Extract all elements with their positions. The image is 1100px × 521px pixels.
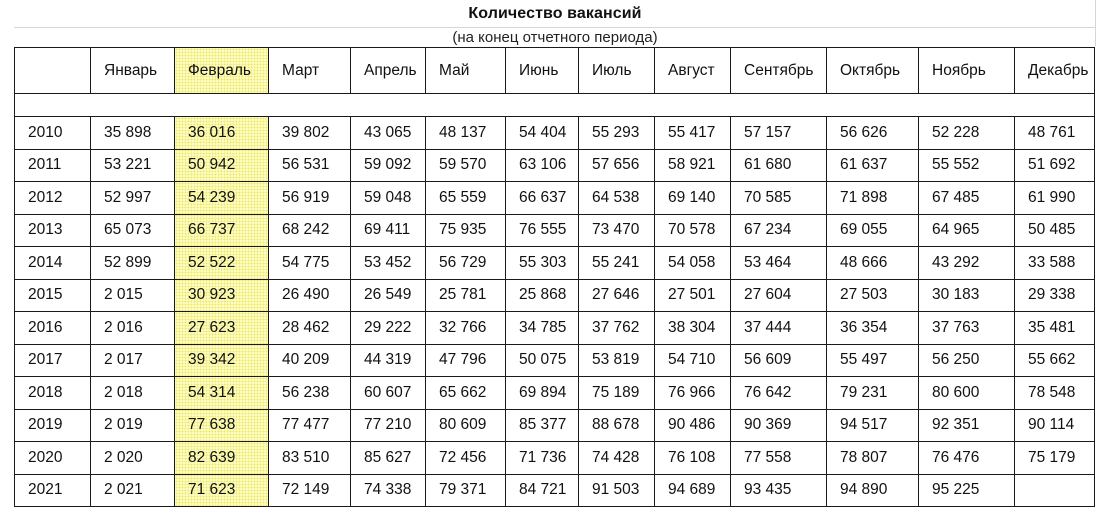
value-cell: 95 225: [919, 474, 1015, 507]
value-cell: 48 761: [1015, 117, 1095, 150]
month-header-cell: Август: [655, 48, 731, 94]
month-header-cell: Март: [269, 48, 351, 94]
value-cell: 71 736: [506, 442, 579, 475]
value-cell: 54 239: [175, 182, 269, 215]
value-cell: 37 762: [579, 312, 655, 345]
value-cell: 59 048: [351, 182, 426, 215]
table-body: [15, 94, 1095, 507]
value-cell: 85 627: [351, 442, 426, 475]
year-cell: 2012: [15, 182, 91, 215]
month-header-cell: Октябрь: [827, 48, 919, 94]
value-cell: 94 517: [827, 409, 919, 442]
value-cell: 74 428: [579, 442, 655, 475]
value-cell: 66 637: [506, 182, 579, 215]
value-cell: 55 497: [827, 344, 919, 377]
value-cell: 35 481: [1015, 312, 1095, 345]
value-cell: 29 222: [351, 312, 426, 345]
value-cell: 50 485: [1015, 214, 1095, 247]
value-cell: 52 997: [91, 182, 175, 215]
year-cell: 2013: [15, 214, 91, 247]
value-cell: 36 016: [175, 117, 269, 150]
value-cell: 32 766: [426, 312, 506, 345]
value-cell: 26 490: [269, 279, 351, 312]
value-cell: 85 377: [506, 409, 579, 442]
value-cell: 91 503: [579, 474, 655, 507]
value-cell: 76 476: [919, 442, 1015, 475]
year-cell: 2011: [15, 149, 91, 182]
value-cell: 43 292: [919, 247, 1015, 280]
value-cell: 65 559: [426, 182, 506, 215]
value-cell: 72 456: [426, 442, 506, 475]
value-cell: 39 342: [175, 344, 269, 377]
value-cell: 67 234: [731, 214, 827, 247]
value-cell: 76 555: [506, 214, 579, 247]
value-cell: 56 919: [269, 182, 351, 215]
value-cell: 77 558: [731, 442, 827, 475]
value-cell: 93 435: [731, 474, 827, 507]
value-cell: 27 503: [827, 279, 919, 312]
value-cell: 50 075: [506, 344, 579, 377]
value-cell: 71 623: [175, 474, 269, 507]
grid-line: [1095, 0, 1096, 46]
value-cell: 37 763: [919, 312, 1015, 345]
value-cell: 69 894: [506, 377, 579, 410]
year-cell: 2021: [15, 474, 91, 507]
spacer-cell: [15, 94, 1095, 117]
value-cell: 53 221: [91, 149, 175, 182]
table-row: [15, 214, 1095, 247]
year-cell: 2017: [15, 344, 91, 377]
year-cell: 2014: [15, 247, 91, 280]
value-cell: 90 114: [1015, 409, 1095, 442]
value-cell: 79 371: [426, 474, 506, 507]
value-cell: 90 369: [731, 409, 827, 442]
value-cell: 83 510: [269, 442, 351, 475]
value-cell: 77 477: [269, 409, 351, 442]
value-cell: 40 209: [269, 344, 351, 377]
table-row: [15, 149, 1095, 182]
value-cell: 57 656: [579, 149, 655, 182]
value-cell: 67 485: [919, 182, 1015, 215]
vacancies-table: [14, 47, 1095, 507]
value-cell: 33 588: [1015, 247, 1095, 280]
value-cell: 68 242: [269, 214, 351, 247]
value-cell: 61 680: [731, 149, 827, 182]
value-cell: 59 570: [426, 149, 506, 182]
table-row: [15, 312, 1095, 345]
value-cell: 54 314: [175, 377, 269, 410]
value-cell: 52 228: [919, 117, 1015, 150]
value-cell: 75 189: [579, 377, 655, 410]
spreadsheet: [14, 0, 1096, 507]
value-cell: 61 637: [827, 149, 919, 182]
value-cell: 69 140: [655, 182, 731, 215]
value-cell: 25 781: [426, 279, 506, 312]
value-cell: 65 073: [91, 214, 175, 247]
value-cell: 75 935: [426, 214, 506, 247]
table-row: [15, 182, 1095, 215]
value-cell: 2 018: [91, 377, 175, 410]
month-header-cell: Июль: [579, 48, 655, 94]
value-cell: 54 710: [655, 344, 731, 377]
table-row: [15, 247, 1095, 280]
value-cell: 54 775: [269, 247, 351, 280]
value-cell: 2 017: [91, 344, 175, 377]
year-cell: 2015: [15, 279, 91, 312]
value-cell: 73 470: [579, 214, 655, 247]
value-cell: 55 303: [506, 247, 579, 280]
value-cell: 64 538: [579, 182, 655, 215]
value-cell: 72 149: [269, 474, 351, 507]
value-cell: 66 737: [175, 214, 269, 247]
value-cell: 56 626: [827, 117, 919, 150]
value-cell: 92 351: [919, 409, 1015, 442]
value-cell: 35 898: [91, 117, 175, 150]
table-row: [15, 409, 1095, 442]
value-cell: 27 623: [175, 312, 269, 345]
year-cell: 2020: [15, 442, 91, 475]
value-cell: 55 662: [1015, 344, 1095, 377]
value-cell: 52 899: [91, 247, 175, 280]
value-cell: 58 921: [655, 149, 731, 182]
value-cell: 94 890: [827, 474, 919, 507]
value-cell: 56 609: [731, 344, 827, 377]
value-cell: 51 692: [1015, 149, 1095, 182]
value-cell: 27 604: [731, 279, 827, 312]
month-header-cell: Сентябрь: [731, 48, 827, 94]
value-cell: 54 404: [506, 117, 579, 150]
value-cell: 27 646: [579, 279, 655, 312]
value-cell: 69 055: [827, 214, 919, 247]
value-cell: 74 338: [351, 474, 426, 507]
value-cell: 63 106: [506, 149, 579, 182]
value-cell: 30 183: [919, 279, 1015, 312]
value-cell: 2 015: [91, 279, 175, 312]
value-cell: 29 338: [1015, 279, 1095, 312]
value-cell: [1015, 474, 1095, 507]
table-row: [15, 344, 1095, 377]
value-cell: 77 210: [351, 409, 426, 442]
value-cell: 65 662: [426, 377, 506, 410]
value-cell: 38 304: [655, 312, 731, 345]
value-cell: 53 464: [731, 247, 827, 280]
value-cell: 30 923: [175, 279, 269, 312]
value-cell: 88 678: [579, 409, 655, 442]
table-row: [15, 442, 1095, 475]
value-cell: 77 638: [175, 409, 269, 442]
value-cell: 39 802: [269, 117, 351, 150]
value-cell: 2 021: [91, 474, 175, 507]
value-cell: 56 729: [426, 247, 506, 280]
value-cell: 69 411: [351, 214, 426, 247]
value-cell: 75 179: [1015, 442, 1095, 475]
value-cell: 76 108: [655, 442, 731, 475]
value-cell: 57 157: [731, 117, 827, 150]
month-header-cell: Январь: [91, 48, 175, 94]
spacer-row: [15, 94, 1095, 117]
year-cell: 2016: [15, 312, 91, 345]
value-cell: 55 552: [919, 149, 1015, 182]
value-cell: 53 452: [351, 247, 426, 280]
value-cell: 50 942: [175, 149, 269, 182]
value-cell: 2 020: [91, 442, 175, 475]
value-cell: 36 354: [827, 312, 919, 345]
value-cell: 28 462: [269, 312, 351, 345]
year-cell: 2019: [15, 409, 91, 442]
value-cell: 94 689: [655, 474, 731, 507]
value-cell: 56 531: [269, 149, 351, 182]
value-cell: 2 019: [91, 409, 175, 442]
value-cell: 84 721: [506, 474, 579, 507]
value-cell: 43 065: [351, 117, 426, 150]
year-cell: 2010: [15, 117, 91, 150]
table-row: [15, 474, 1095, 507]
table-row: [15, 377, 1095, 410]
value-cell: 64 965: [919, 214, 1015, 247]
value-cell: 80 609: [426, 409, 506, 442]
month-header-cell: Февраль: [175, 48, 269, 94]
table-row: [15, 279, 1095, 312]
value-cell: 55 241: [579, 247, 655, 280]
table-subtitle: (на конец отчетного периода): [452, 29, 658, 46]
month-header-cell: Декабрь: [1015, 48, 1095, 94]
value-cell: 71 898: [827, 182, 919, 215]
value-cell: 82 639: [175, 442, 269, 475]
corner-header-cell: [15, 48, 91, 94]
value-cell: 37 444: [731, 312, 827, 345]
value-cell: 80 600: [919, 377, 1015, 410]
table-row: [15, 117, 1095, 150]
value-cell: 44 319: [351, 344, 426, 377]
year-cell: 2018: [15, 377, 91, 410]
header-row: [15, 48, 1095, 94]
value-cell: 34 785: [506, 312, 579, 345]
value-cell: 90 486: [655, 409, 731, 442]
value-cell: 78 807: [827, 442, 919, 475]
value-cell: 56 238: [269, 377, 351, 410]
value-cell: 76 642: [731, 377, 827, 410]
month-header-cell: Июнь: [506, 48, 579, 94]
value-cell: 53 819: [579, 344, 655, 377]
value-cell: 76 966: [655, 377, 731, 410]
value-cell: 79 231: [827, 377, 919, 410]
value-cell: 61 990: [1015, 182, 1095, 215]
value-cell: 59 092: [351, 149, 426, 182]
value-cell: 55 417: [655, 117, 731, 150]
value-cell: 48 666: [827, 247, 919, 280]
value-cell: 48 137: [426, 117, 506, 150]
value-cell: 47 796: [426, 344, 506, 377]
table-title: Количество вакансий: [14, 0, 1096, 28]
month-header-cell: Апрель: [351, 48, 426, 94]
value-cell: 78 548: [1015, 377, 1095, 410]
value-cell: 70 578: [655, 214, 731, 247]
value-cell: 60 607: [351, 377, 426, 410]
month-header-cell: Ноябрь: [919, 48, 1015, 94]
value-cell: 52 522: [175, 247, 269, 280]
month-header-cell: Май: [426, 48, 506, 94]
value-cell: 54 058: [655, 247, 731, 280]
value-cell: 27 501: [655, 279, 731, 312]
value-cell: 70 585: [731, 182, 827, 215]
value-cell: 26 549: [351, 279, 426, 312]
value-cell: 55 293: [579, 117, 655, 150]
value-cell: 2 016: [91, 312, 175, 345]
value-cell: 56 250: [919, 344, 1015, 377]
value-cell: 25 868: [506, 279, 579, 312]
